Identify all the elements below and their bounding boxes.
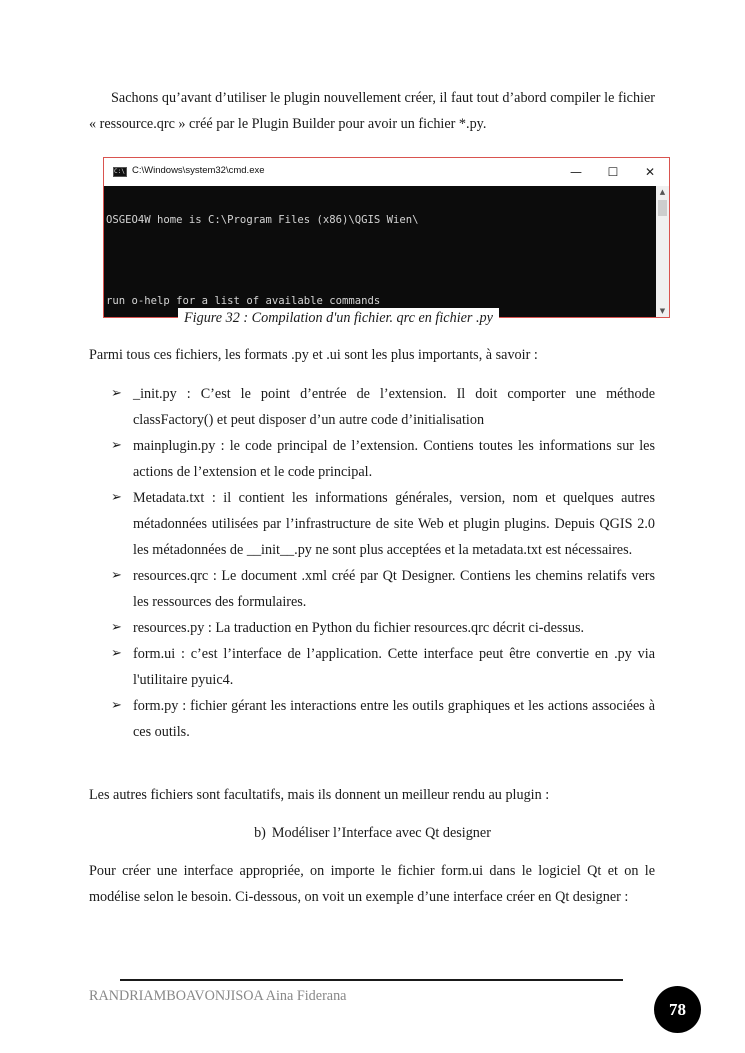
optional-files-note: Les autres fichiers sont facultatifs, mais ils donnent un meilleur rendu au plugin : bbox=[89, 787, 550, 803]
cmd-window-screenshot bbox=[103, 157, 670, 318]
section-heading bbox=[0, 820, 745, 846]
console-output bbox=[104, 186, 656, 317]
file-list bbox=[89, 381, 655, 745]
list-item-text: mainplugin.py : le code principal de l’extension. Contiens toutes les informations sur les actions de l’extension et le code principal. bbox=[133, 438, 655, 480]
intro-paragraph: Sachons qu’avant d’utiliser le plugin nouvellement créer, il faut tout d’abord compiler le fichier « ressource.qrc » créé par le Plugin Builder pour avoir un fichier *.py. bbox=[89, 90, 655, 132]
console-line bbox=[106, 255, 654, 269]
cmd-title-bar bbox=[104, 158, 669, 186]
arrow-bullet-icon: ➢ bbox=[111, 620, 122, 635]
footer-divider bbox=[120, 979, 623, 981]
arrow-bullet-icon: ➢ bbox=[111, 698, 122, 713]
list-item bbox=[89, 433, 655, 485]
arrow-bullet-icon: ➢ bbox=[111, 646, 122, 661]
section-label: b) bbox=[254, 825, 266, 841]
arrow-bullet-icon: ➢ bbox=[111, 490, 122, 505]
arrow-bullet-icon: ➢ bbox=[111, 386, 122, 401]
list-item-text: form.ui : c’est l’interface de l’application. Cette interface peut être convertie en .py via l'utilitaire pyuic4. bbox=[133, 646, 655, 688]
scroll-down-icon: ▼ bbox=[659, 307, 666, 315]
console-scrollbar bbox=[656, 186, 669, 317]
arrow-bullet-icon: ➢ bbox=[111, 568, 122, 583]
maximize-icon: ☐ bbox=[607, 165, 619, 179]
list-item bbox=[89, 563, 655, 615]
list-item bbox=[89, 485, 655, 563]
list-item-text: _init.py : C’est le point d’entrée de l’extension. Il doit comporter une méthode classFactory() et peut disposer d’un autre code d’initialisation bbox=[133, 386, 655, 428]
closing-paragraph: Pour créer une interface appropriée, on importe le fichier form.ui dans le logiciel Qt et on le modélise selon le besoin. Ci-dessous, on voit un exemple d’une interface créer en Qt designer : bbox=[89, 863, 655, 905]
list-item bbox=[89, 381, 655, 433]
scroll-thumb bbox=[658, 200, 667, 216]
console-line: run o-help for a list of available commands bbox=[106, 295, 381, 307]
footer-author: RANDRIAMBOAVONJISOA Aina Fiderana bbox=[89, 988, 347, 1004]
list-item bbox=[89, 615, 655, 641]
cmd-window-title: C:\Windows\system32\cmd.exe bbox=[132, 165, 265, 176]
close-icon: ✕ bbox=[644, 165, 656, 179]
list-item bbox=[89, 641, 655, 693]
list-item-text: resources.py : La traduction en Python du fichier resources.qrc décrit ci-dessus. bbox=[133, 620, 585, 636]
figure-caption: Figure 32 : Compilation d'un fichier. qrc en fichier .py bbox=[178, 308, 499, 328]
page-number-badge: 78 bbox=[654, 986, 701, 1033]
list-intro: Parmi tous ces fichiers, les formats .py et .ui sont les plus importants, à savoir : bbox=[89, 347, 538, 363]
console-icon: C:\ bbox=[113, 167, 127, 177]
list-item-text: form.py : fichier gérant les interactions entre les outils graphiques et les actions associées à ces outils. bbox=[133, 698, 655, 740]
scroll-up-icon: ▲ bbox=[659, 188, 666, 196]
minimize-icon: — bbox=[570, 165, 582, 179]
list-item-text: Metadata.txt : il contient les informations générales, version, nom et quelques autres métadonnées utilisées par l’infrastructure de site Web et plugin plugins. Depuis QGIS 2.0 les métadonnées de __init__.py ne sont plus acceptées et la metadata.txt est nécessaires. bbox=[133, 490, 655, 558]
list-item bbox=[89, 693, 655, 745]
list-item-text: resources.qrc : Le document .xml créé par Qt Designer. Contiens les chemins relatifs vers les ressources des formulaires. bbox=[133, 568, 655, 610]
arrow-bullet-icon: ➢ bbox=[111, 438, 122, 453]
section-title: Modéliser l’Interface avec Qt designer bbox=[271, 825, 491, 841]
console-line: OSGEO4W home is C:\Program Files (x86)\QGIS Wien\ bbox=[106, 214, 419, 226]
